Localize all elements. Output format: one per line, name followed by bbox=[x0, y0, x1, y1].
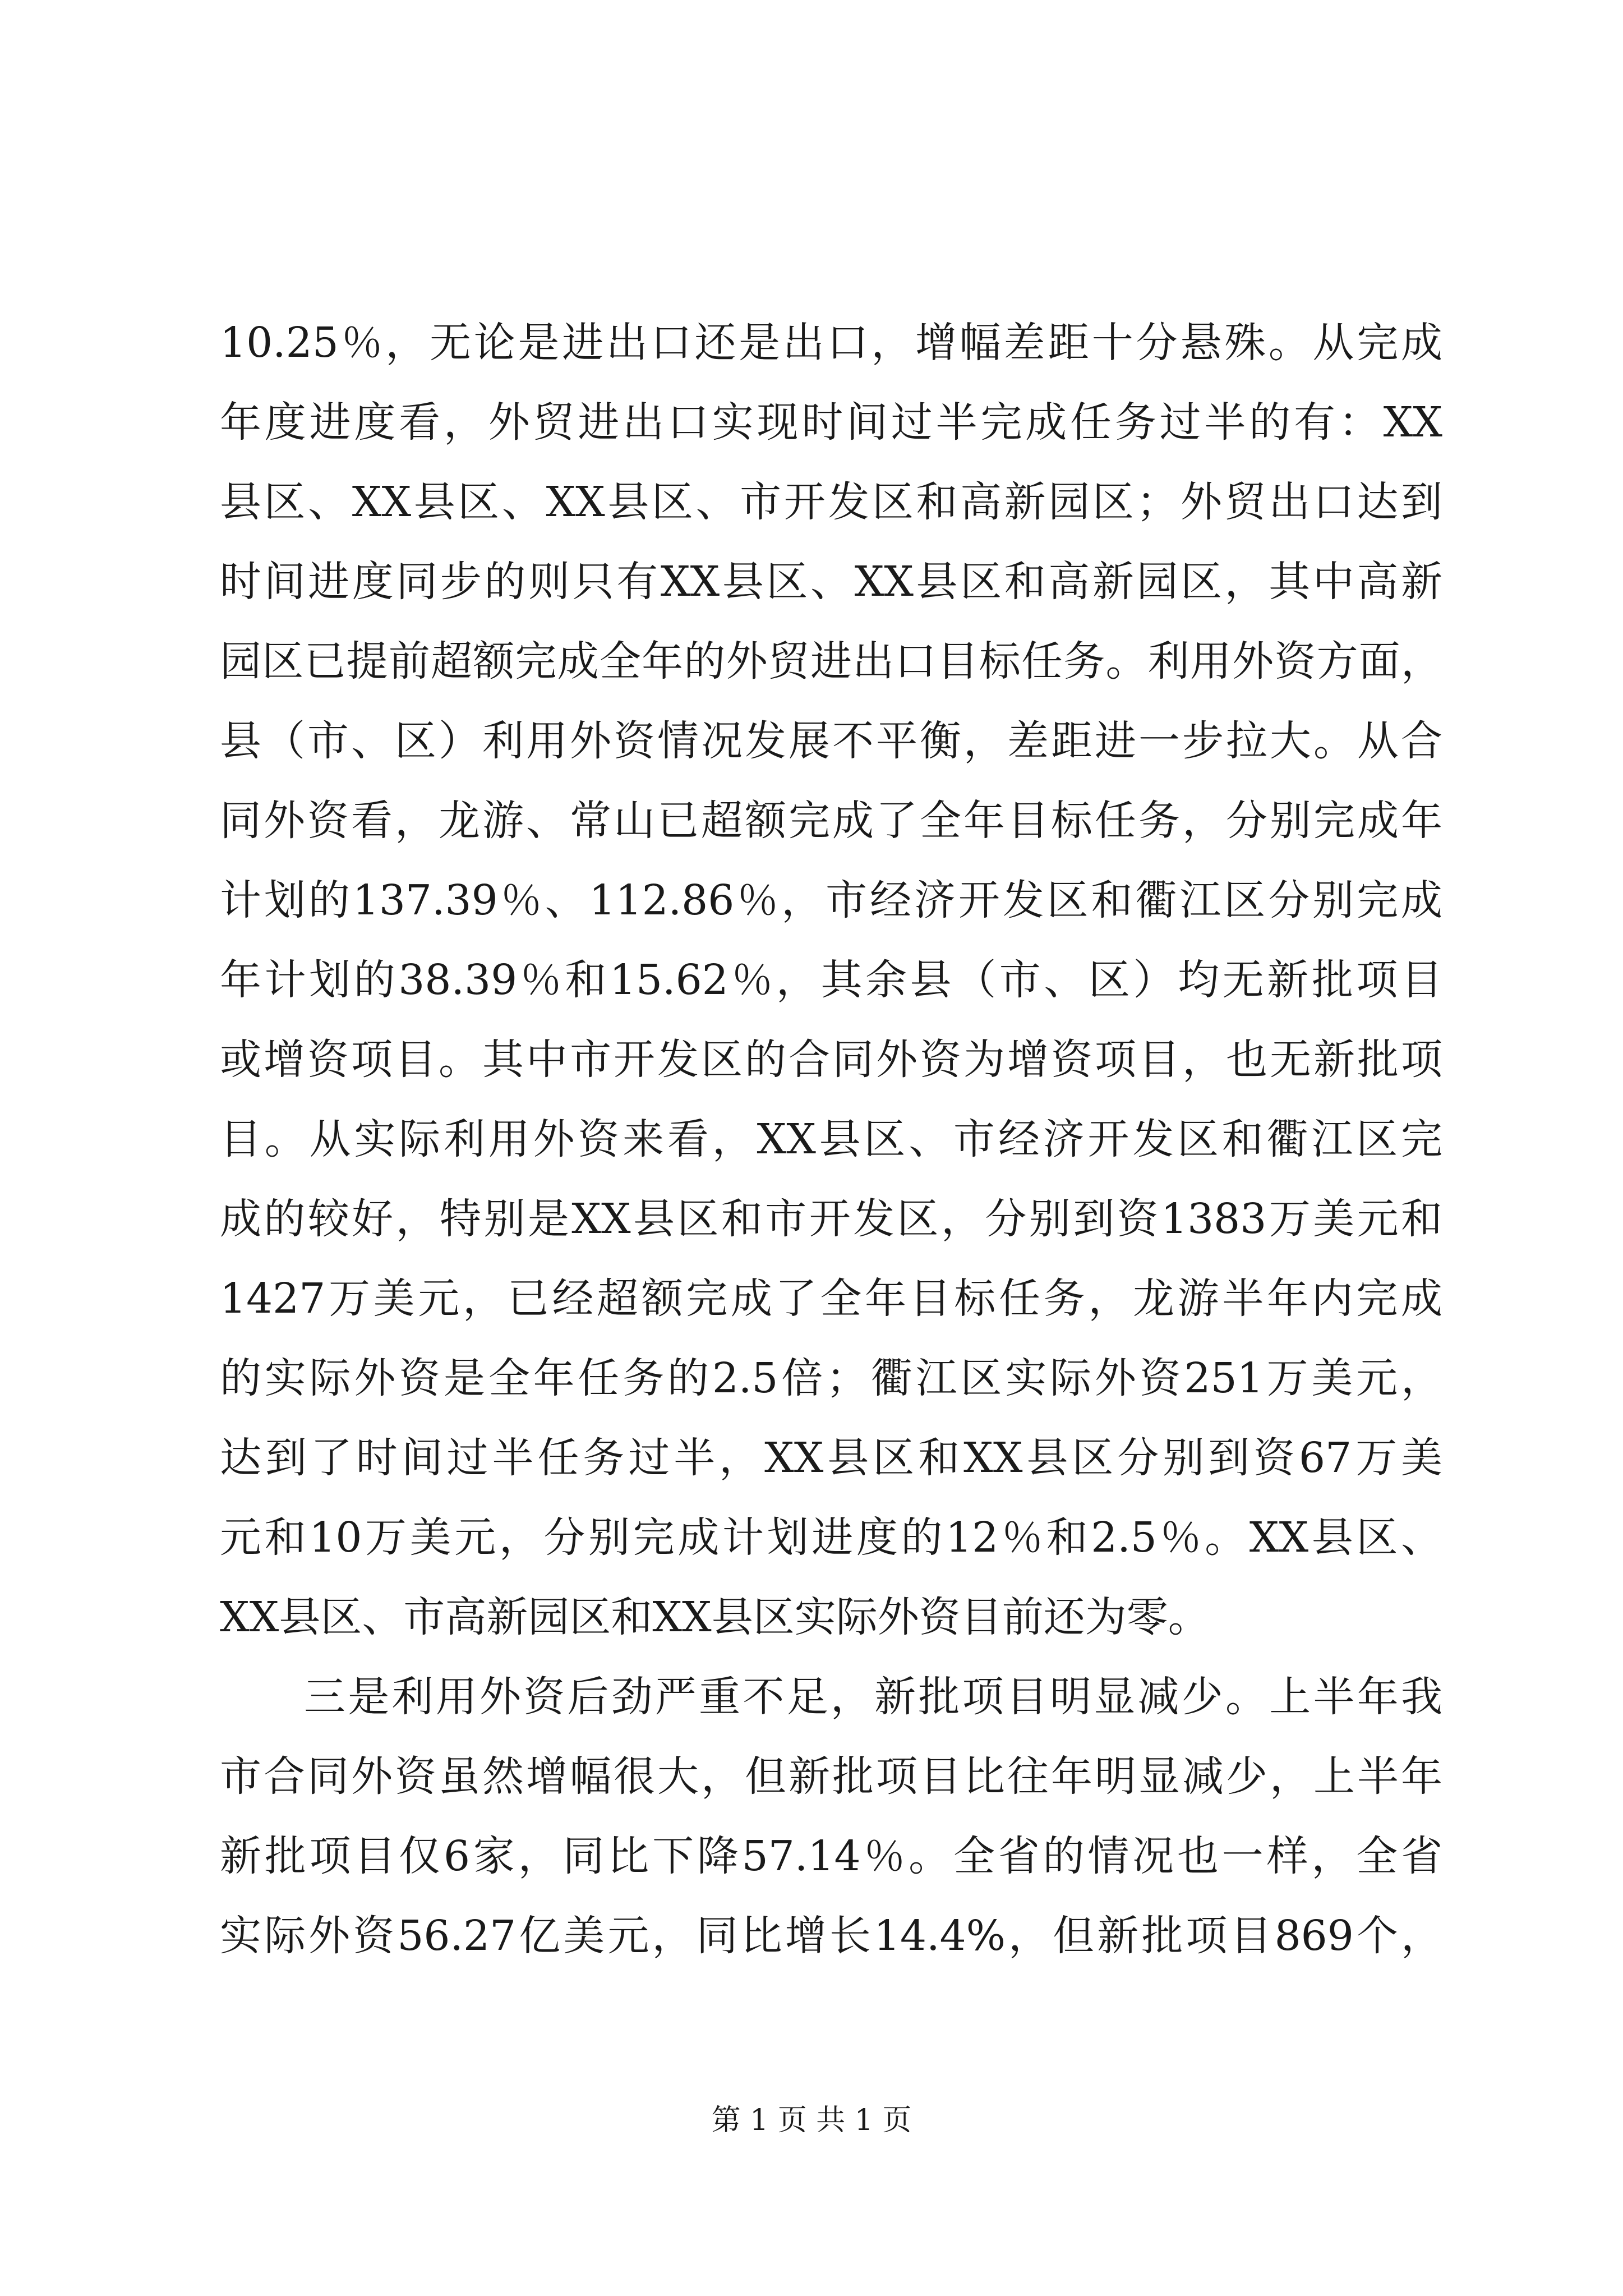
text-line: 目。从实际利用外资来看，XX县区、市经济开发区和衢江区完 bbox=[220, 1115, 1442, 1163]
text-line: 年度进度看，外贸进出口实现时间过半完成任务过半的有：XX bbox=[220, 398, 1442, 447]
text-line: 实际外资56.27亿美元，同比增长14.4%，但新批项目869个， bbox=[220, 1912, 1442, 1960]
text-line: 1427万美元，已经超额完成了全年目标任务，龙游半年内完成 bbox=[220, 1274, 1442, 1323]
text-line: 新批项目仅6家，同比下降57.14％。全省的情况也一样，全省 bbox=[220, 1832, 1442, 1880]
text-line: XX县区、市高新园区和XX县区实际外资目前还为零。 bbox=[220, 1593, 1210, 1641]
text-line: 达到了时间过半任务过半，XX县区和XX县区分别到资67万美 bbox=[220, 1434, 1442, 1482]
text-line: 县区、XX县区、XX县区、市开发区和高新园区；外贸出口达到 bbox=[220, 478, 1442, 526]
text-line: 或增资项目。其中市开发区的合同外资为增资项目，也无新批项 bbox=[220, 1036, 1442, 1084]
text-line: 年计划的38.39％和15.62％，其余县（市、区）均无新批项目 bbox=[220, 956, 1442, 1004]
text-line: 园区已提前超额完成全年的外贸进出口目标任务。利用外资方面， bbox=[220, 637, 1442, 685]
text-line: 元和10万美元，分别完成计划进度的12％和2.5％。XX县区、 bbox=[220, 1513, 1442, 1562]
text-line: 市合同外资虽然增幅很大，但新批项目比往年明显减少，上半年 bbox=[220, 1752, 1442, 1801]
document-body bbox=[220, 303, 1442, 1976]
page-number-footer: 第 1 页 共 1 页 bbox=[711, 2104, 912, 2137]
text-line: 计划的137.39％、112.86％，市经济开发区和衢江区分别完成 bbox=[220, 876, 1442, 924]
text-line: 10.25％，无论是进出口还是出口，增幅差距十分悬殊。从完成 bbox=[220, 319, 1442, 367]
text-line: 的实际外资是全年任务的2.5倍；衢江区实际外资251万美元， bbox=[220, 1354, 1442, 1402]
text-line: 时间进度同步的则只有XX县区、XX县区和高新园区，其中高新 bbox=[220, 558, 1442, 606]
text-line: 县（市、区）利用外资情况发展不平衡，差距进一步拉大。从合 bbox=[220, 717, 1442, 765]
text-line: 三是利用外资后劲严重不足，新批项目明显减少。上半年我 bbox=[304, 1673, 1442, 1721]
text-line: 同外资看，龙游、常山已超额完成了全年目标任务，分别完成年 bbox=[220, 797, 1442, 845]
text-line: 成的较好，特别是XX县区和市开发区，分别到资1383万美元和 bbox=[220, 1195, 1442, 1243]
